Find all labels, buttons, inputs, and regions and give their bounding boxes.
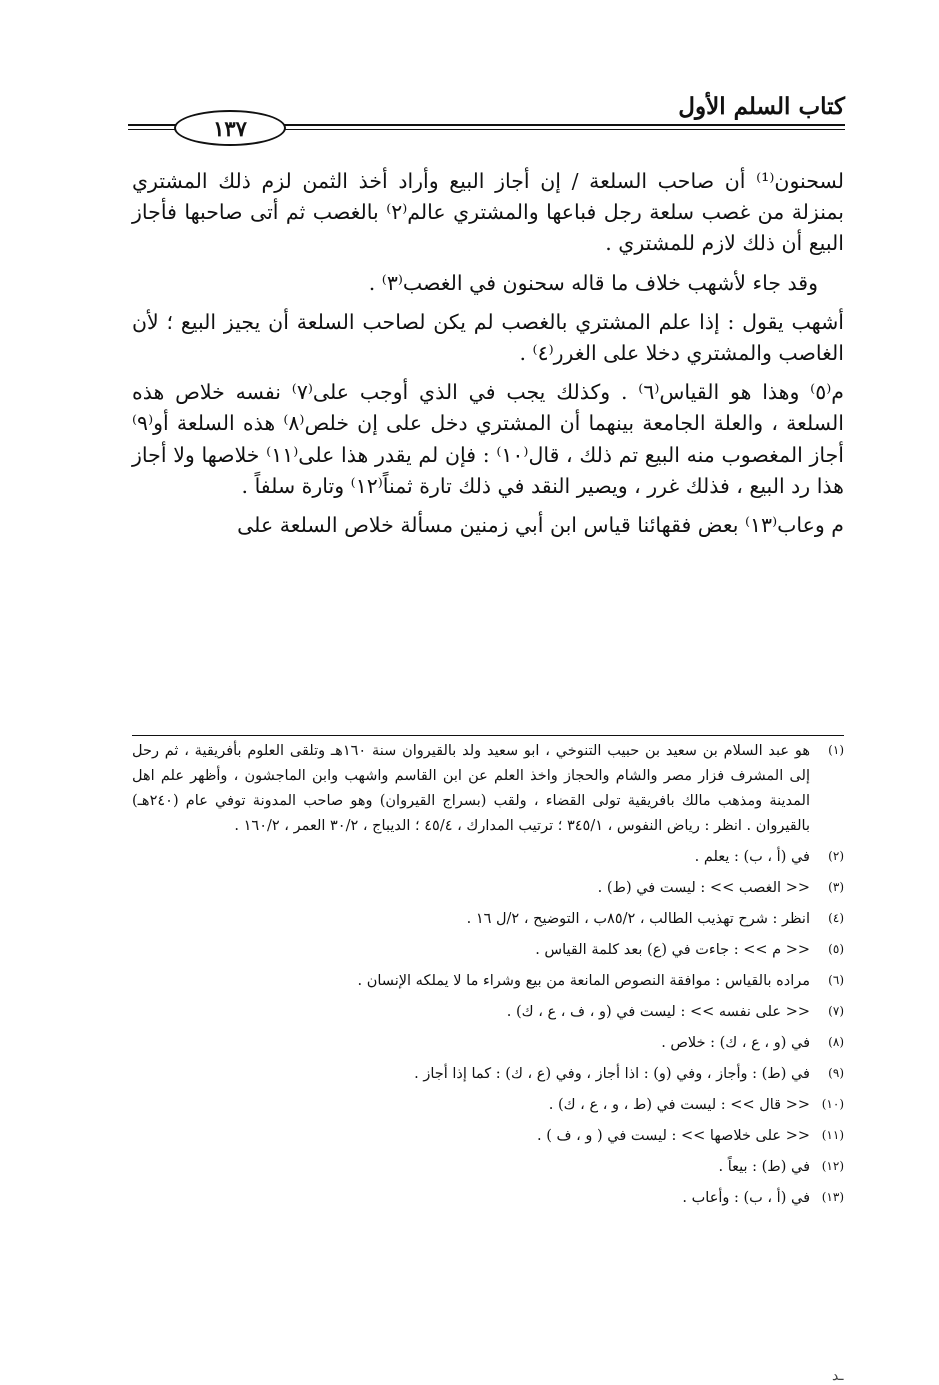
footnote-number: (١): [828, 743, 844, 757]
corner-mark: ـد: [832, 1368, 844, 1384]
footnote-text: في (و ، ع ، ك) : خلاص .: [661, 1035, 810, 1051]
footnote: [132, 1186, 844, 1211]
footnote-number: (١٣): [821, 1190, 844, 1204]
paragraph: م⁽٥⁾ وهذا هو القياس⁽٦⁾ . وكذلك يجب في الذي أوجب على⁽٧⁾ نفسه خلاص هذه السلعة ، والعلة الجامعة بينهما أن المشتري دخل على إن خلص⁽٨⁾ هذه السلعة أو⁽٩⁾ أجاز المغصوب منه البيع تم ذلك ، قال⁽١٠⁾ : فإن لم يقدر هذا على⁽١١⁾ خلاصها ولا أجاز هذا رد البيع ، فذلك غرر ، ويصير النقد في ذلك تارة ثمناً⁽١٢⁾ وتارة سلفاً .: [132, 380, 844, 498]
book-title: كتاب السلم الأول: [678, 93, 845, 120]
main-text: [132, 166, 844, 549]
footnote-text: في (ط) : بيعاً .: [718, 1159, 810, 1175]
footnote: [132, 938, 844, 963]
footnote-number: (٩): [828, 1066, 844, 1080]
footnote-number: (١٠): [821, 1097, 844, 1111]
page-header: [128, 92, 845, 142]
footnote-number: (٦): [828, 973, 844, 987]
paragraph: أشهب يقول : إذا علم المشتري بالغصب لم يكن لصاحب السلعة أن يجيز البيع ؛ لأن الغاصب والمشتري دخلا على الغرر⁽٤⁾ .: [132, 309, 844, 366]
footnote-text: مراده بالقياس : موافقة النصوص المانعة من بيع وشراء ما لا يملكه الإنسان .: [357, 973, 810, 989]
footnote-number: (٣): [828, 880, 844, 894]
page-number: ١٣٧: [174, 110, 286, 146]
footnote-text: في (أ ، ب) : وأعاب .: [682, 1190, 810, 1206]
footnote: [132, 1124, 844, 1149]
footnote: [132, 969, 844, 994]
footnote: [132, 876, 844, 901]
footnote-number: (١٢): [821, 1159, 844, 1173]
footnote-number: (١١): [821, 1128, 844, 1142]
footnote-separator: [132, 735, 844, 736]
footnote-number: (٥): [828, 942, 844, 956]
footnote: [132, 1062, 844, 1087]
footnote: [132, 739, 844, 839]
paragraph: لسحنون⁽¹⁾ أن صاحب السلعة / إن أجاز البيع وأراد أخذ الثمن لزم ذلك المشتري بمنزلة من غصب سلعة رجل فباعها والمشتري عالم⁽٢⁾ بالغصب ثم أتى صاحبها فأجاز البيع أن ذلك لازم للمشتري .: [132, 169, 844, 256]
footnote: [132, 1155, 844, 1180]
footnote: [132, 1031, 844, 1056]
footnote-number: (٨): [828, 1035, 844, 1049]
footnotes: [132, 739, 844, 1217]
footnote-number: (٧): [828, 1004, 844, 1018]
footnote-text: في (أ ، ب) : يعلم .: [694, 849, 810, 865]
paragraph: م وعاب⁽١٣⁾ بعض فقهائنا قياس ابن أبي زمنين مسألة خلاص السلعة على: [237, 513, 844, 538]
footnote-number: (٤): [828, 911, 844, 925]
footnote-text: << الغصب >> : ليست في (ط) .: [597, 880, 810, 896]
footnote-text: انظر : شرح تهذيب الطالب ، ٨٥/٢ب ، التوضيح ، ٢/ل ١٦ .: [466, 911, 810, 927]
footnote-text: << قال >> : ليست في (ط ، و ، ع ، ك) .: [548, 1097, 810, 1113]
footnote-text: في (ط) : وأجاز ، وفي (و) : اذا أجاز ، وفي (ع ، ك) : كما إذا أجاز .: [414, 1066, 810, 1082]
footnote: [132, 845, 844, 870]
footnote-text: << على نفسه >> : ليست في (و ، ف ، ع ، ك) .: [506, 1004, 810, 1020]
footnote: [132, 907, 844, 932]
footnote: [132, 1093, 844, 1118]
footnote: [132, 1000, 844, 1025]
footnote-text: << م >> : جاءت في (ع) بعد كلمة القياس .: [535, 942, 810, 958]
footnote-text: << على خلاصها >> : ليست في ( و ، ف ) .: [537, 1128, 810, 1144]
footnote-text: هو عبد السلام بن سعيد بن حبيب التنوخي ، ابو سعيد ولد بالقيروان سنة ١٦٠هـ وتلقى العلوم بأفريقية ، ثم رحل إلى المشرف فزار مصر والشام والحجاز واخذ العلم عن ابن القاسم واشهب وابن الماجشون ، وأظهر علم اهل المدينة ومذهب مالك بافريقية تولى القضاء ، ولقب (بسراج القيروان) وهو صاحب المدونة توفي عام (٢٤٠هـ) بالقيروان . انظر : رياض النفوس ، ٣٤٥/١ ؛ ترتيب المدارك ، ٤٥/٤ ؛ الديباج ، ٣٠/٢ العمر ، ١٦٠/٢ .: [132, 743, 810, 834]
paragraph: وقد جاء لأشهب خلاف ما قاله سحنون في الغصب⁽٣⁾ .: [368, 270, 818, 295]
footnote-number: (٢): [828, 849, 844, 863]
